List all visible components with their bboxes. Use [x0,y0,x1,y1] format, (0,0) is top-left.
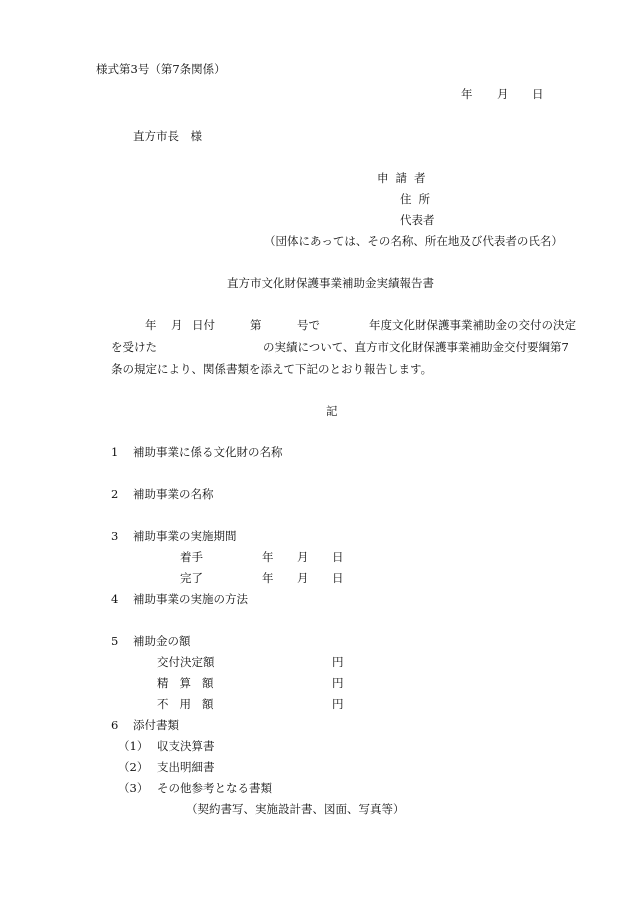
ki-label: 記 [326,404,338,418]
item6-number: 6 [111,718,119,732]
item2-number: 2 [111,487,119,501]
date-day-label: 日 [532,87,544,101]
item6-sub3-number: （3） [118,781,149,795]
body-line3: 条の規定により、関係書類を添えて下記のとおり報告します。 [111,362,433,376]
body-month: 月 [171,318,183,332]
applicant-address-label: 住所 [400,192,437,206]
item5-number: 5 [111,634,119,648]
item6-sub2-label: 支出明細書 [157,760,215,774]
document-title: 直方市文化財保護事業補助金実績報告書 [227,276,434,290]
item3-end-month: 月 [297,571,309,585]
item5-settled-label: 精算額 [157,676,225,690]
item5-decided-label: 交付決定額 [157,655,215,669]
item6-sub1-label: 収支決算書 [157,739,215,753]
applicant-note: （団体にあっては、その名称、所在地及び代表者の氏名） [264,234,563,248]
body-line2-tail: の実績について、直方市文化財保護事業補助金交付要綱第7 [263,340,569,354]
item1-label: 補助事業に係る文化財の名称 [133,445,283,459]
body-go-de: 号で [297,318,320,332]
item5-decided-yen: 円 [332,655,344,669]
item6-sub3-note: （契約書写、実施設計書、図面、写真等） [186,802,405,816]
item3-start-year: 年 [262,550,274,564]
body-day-tsuke: 日付 [192,318,215,332]
addressee: 直方市長 様 [133,129,202,143]
form-number: 様式第3号（第7条関係） [96,62,226,76]
date-month-label: 月 [497,87,509,101]
item3-end-label: 完了 [180,571,203,585]
item5-unused-yen: 円 [332,697,344,711]
date-year-label: 年 [461,87,473,101]
item3-end-day: 日 [332,571,344,585]
item4-number: 4 [111,592,119,606]
applicant-representative-label: 代表者 [400,213,435,227]
item2-label: 補助事業の名称 [133,487,214,501]
item5-unused-label: 不用額 [157,697,225,711]
item3-start-month: 月 [297,550,309,564]
item3-number: 3 [111,529,119,543]
item1-number: 1 [111,445,119,459]
body-dai: 第 [250,318,262,332]
item6-sub3-label: その他参考となる書類 [157,781,272,795]
body-year: 年 [145,318,157,332]
item3-start-label: 着手 [180,550,203,564]
item3-start-day: 日 [332,550,344,564]
applicant-label: 申請者 [377,171,433,185]
item5-label: 補助金の額 [133,634,191,648]
item5-settled-yen: 円 [332,676,344,690]
body-line2-head: を受けた [111,340,157,354]
item4-label: 補助事業の実施の方法 [133,592,248,606]
item3-label: 補助事業の実施期間 [133,529,237,543]
item6-sub1-number: （1） [118,739,149,753]
item6-label: 添付書類 [133,718,179,732]
item3-end-year: 年 [262,571,274,585]
item6-sub2-number: （2） [118,760,149,774]
body-line1-tail: 年度文化財保護事業補助金の交付の決定 [369,318,576,332]
